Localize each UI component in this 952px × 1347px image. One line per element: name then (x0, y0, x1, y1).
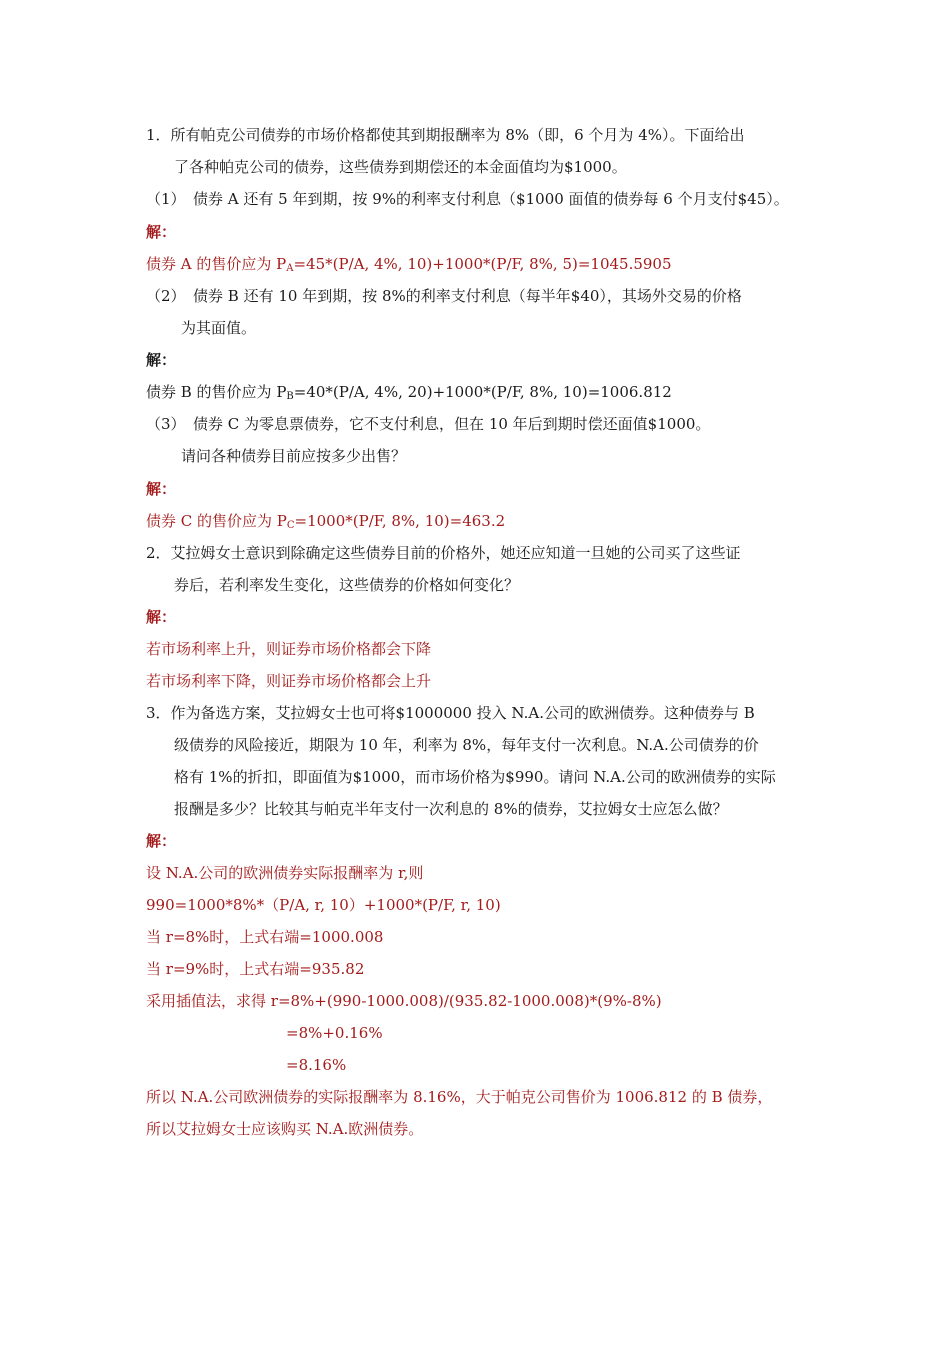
q3-solution-line3: 当 r=8%时，上式右端=1000.008 (146, 928, 384, 946)
q1-solution2-sub: B (286, 391, 294, 402)
q2-solution-line1: 若市场利率上升，则证券市场价格都会下降 (146, 640, 432, 658)
q3-line1: 3．作为备选方案，艾拉姆女士也可将$1000000 投入 N.A.公司的欧洲债券。这种债券与 B (146, 704, 755, 722)
q3-solution-label: 解： (146, 832, 177, 850)
q3-solution-line4: 当 r=9%时，上式右端=935.82 (146, 960, 365, 978)
q1-solution3-pre: 债券 C 的售价应为 P (146, 512, 287, 530)
q1-solution1-pre: 债券 A 的售价应为 P (146, 255, 287, 273)
q3-solution-line2: 990=1000*8%*（P/A, r, 10）+1000*(P/F, r, 10) (146, 896, 501, 914)
q2-solution-line2: 若市场利率下降，则证券市场价格都会上升 (146, 672, 432, 690)
q3-solution-line9: 所以艾拉姆女士应该购买 N.A.欧洲债券。 (146, 1120, 424, 1138)
q1-solution1-sub: A (286, 263, 294, 274)
q1-solution2-label: 解： (146, 351, 177, 369)
q3-solution-line8: 所以 N.A.公司欧洲债券的实际报酬率为 8.16%，大于帕克公司售价为 1006.812 的 B 债券， (146, 1088, 773, 1106)
q1-solution2 (146, 383, 672, 401)
q2-solution-label: 解： (146, 608, 177, 626)
q1-solution1-post: =45*(P/A, 4%, 10)+1000*(P/F, 8%, 5)=1045.5905 (293, 255, 672, 273)
q1-part2-line1: （2） 债券 B 还有 10 年到期，按 8%的利率支付利息（每半年$40），其场外交易的价格 (146, 287, 742, 305)
q1-solution3-sub: C (286, 520, 295, 531)
q1-solution3-label: 解： (146, 480, 177, 498)
q1-part3-line2: 请问各种债券目前应按多少出售？ (181, 447, 407, 465)
q1-solution2-post: =40*(P/A, 4%, 20)+1000*(P/F, 8%, 10)=1006.812 (293, 383, 672, 401)
q3-line4: 报酬是多少？比较其与帕克半年支付一次利息的 8%的债券，艾拉姆女士应怎么做？ (174, 800, 728, 818)
q1-solution3 (146, 512, 505, 530)
q1-line1: 1．所有帕克公司债券的市场价格都使其到期报酬率为 8%（即，6 个月为 4%）。下面给出 (146, 126, 745, 144)
q1-solution3-post: =1000*(P/F, 8%, 10)=463.2 (294, 512, 506, 530)
q3-solution-line5: 采用插值法，求得 r=8%+(990-1000.008)/(935.82-1000.008)*(9%-8%) (146, 992, 662, 1010)
q1-solution1-label: 解： (146, 223, 177, 241)
q3-line2: 级债券的风险接近，期限为 10 年，利率为 8%，每年支付一次利息。N.A.公司债券的价 (174, 736, 759, 754)
q1-part3-line1: （3） 债券 C 为零息票债券，它不支付利息，但在 10 年后到期时偿还面值$1000。 (146, 415, 711, 433)
q1-part2-line2: 为其面值。 (181, 319, 257, 337)
q2-line2: 券后，若利率发生变化，这些债券的价格如何变化？ (174, 576, 520, 594)
q1-part1: （1） 债券 A 还有 5 年到期，按 9%的利率支付利息（$1000 面值的债券每 6 个月支付$45）。 (146, 190, 789, 208)
q3-solution-line1: 设 N.A.公司的欧洲债券实际报酬率为 r,则 (146, 864, 424, 882)
q2-line1: 2．艾拉姆女士意识到除确定这些债券目前的价格外，她还应知道一旦她的公司买了这些证 (146, 544, 741, 562)
q1-solution2-pre: 债券 B 的售价应为 P (146, 383, 287, 401)
q3-solution-line6: =8%+0.16% (286, 1024, 383, 1042)
q3-solution-line7: =8.16% (286, 1056, 347, 1074)
q3-line3: 格有 1%的折扣，即面值为$1000，而市场价格为$990。请问 N.A.公司的欧洲债券的实际 (174, 768, 776, 786)
q1-line2: 了各种帕克公司的债券，这些债券到期偿还的本金面值均为$1000。 (174, 158, 627, 176)
q1-solution1 (146, 255, 672, 273)
